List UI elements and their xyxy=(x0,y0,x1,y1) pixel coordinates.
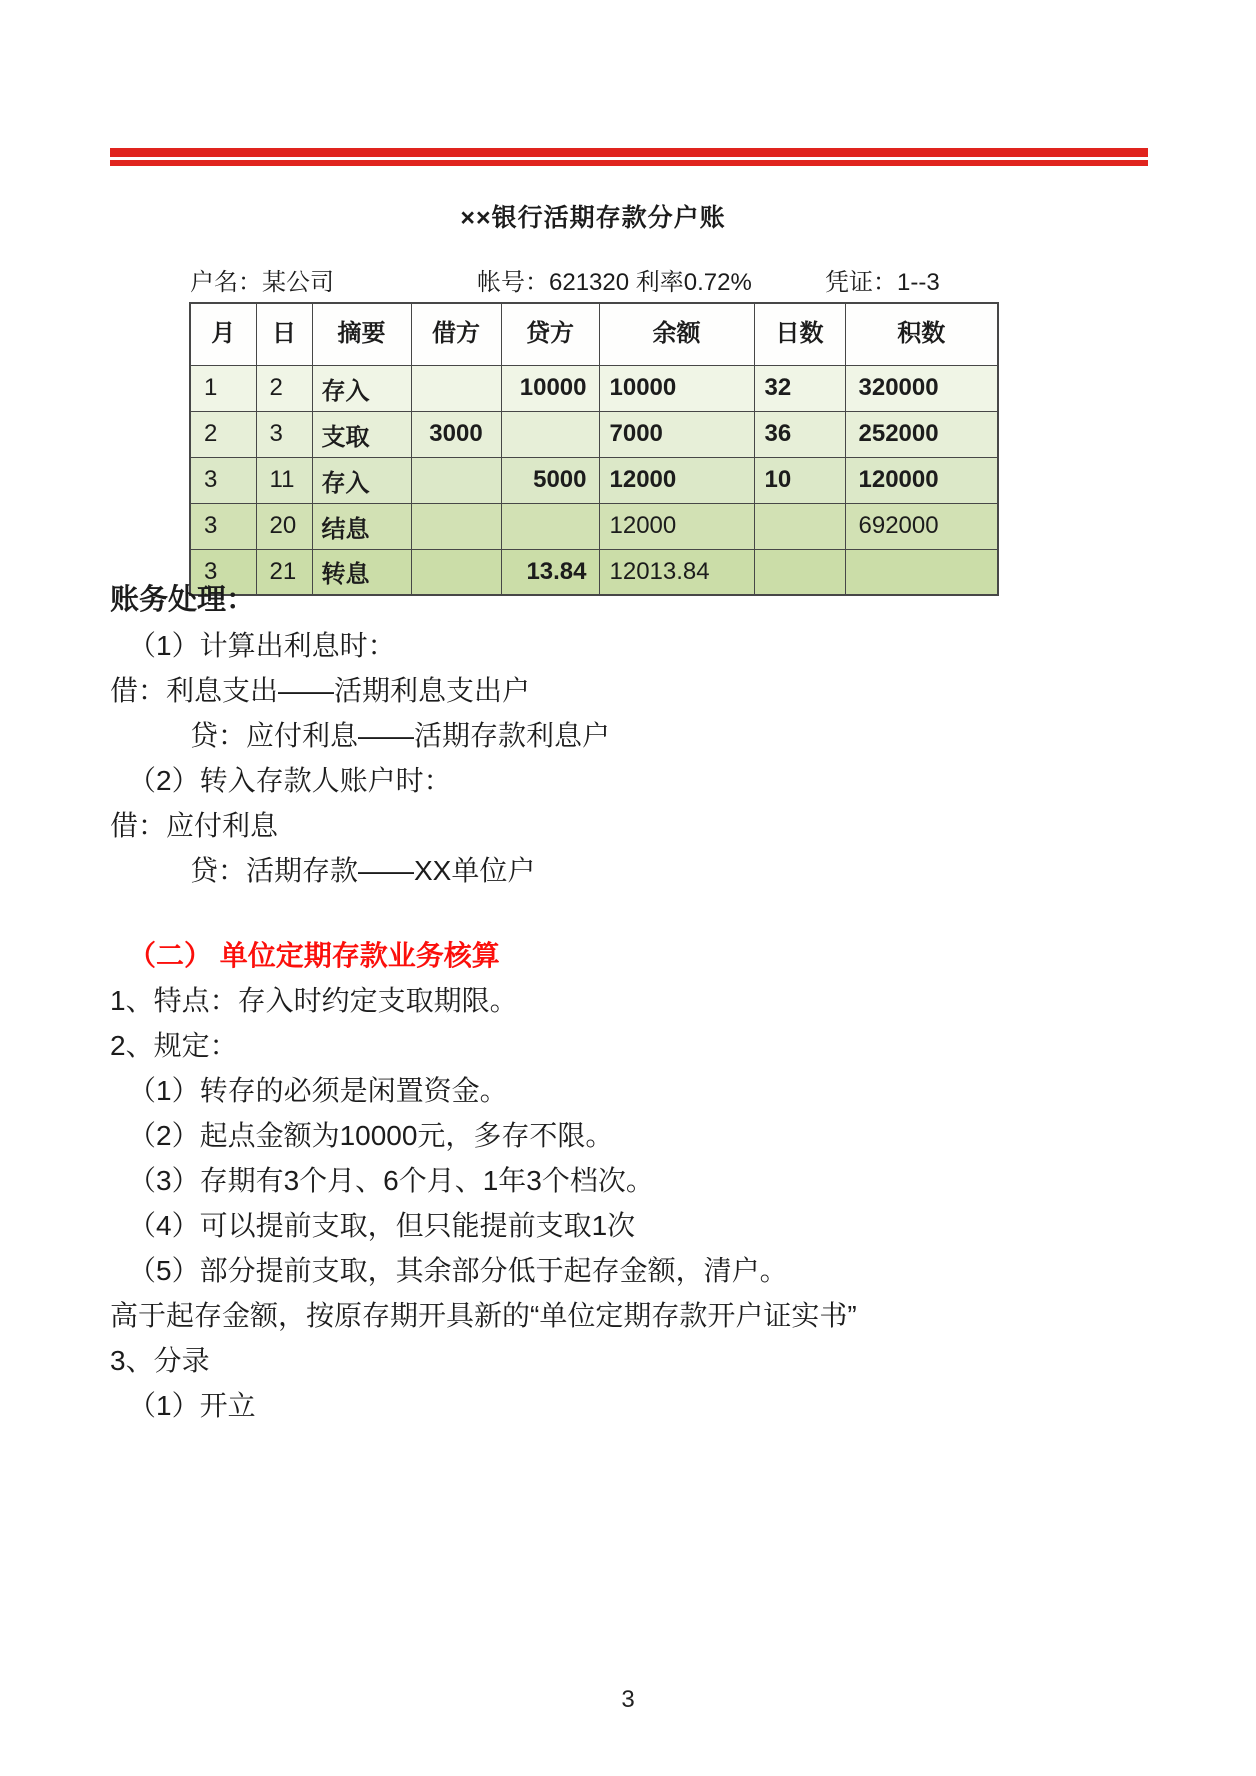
text-line: 贷：应付利息——活期存款利息户 xyxy=(190,720,611,751)
table-cell xyxy=(501,411,599,457)
table-cell: 36 xyxy=(754,411,845,457)
table-cell: 2 xyxy=(190,411,256,457)
table-cell xyxy=(411,503,501,549)
table-cell: 2 xyxy=(256,365,312,411)
column-header: 摘要 xyxy=(312,303,411,365)
account-name-label: 户名：某公司 xyxy=(190,269,334,296)
text-line: 2、规定： xyxy=(110,1030,238,1061)
table-cell: 1 xyxy=(190,365,256,411)
table-cell: 存入 xyxy=(312,457,411,503)
top-red-divider xyxy=(110,148,1148,166)
text-line: 1、特点：存入时约定支取期限。 xyxy=(110,985,518,1016)
column-header: 贷方 xyxy=(501,303,599,365)
deposit-ledger-table xyxy=(189,302,999,596)
red-divider-bar-top xyxy=(110,148,1148,157)
table-cell: 3 xyxy=(190,457,256,503)
red-divider-bar-bottom xyxy=(110,160,1148,166)
table-row xyxy=(190,457,998,503)
notes-section xyxy=(110,578,1130,1428)
column-header: 借方 xyxy=(411,303,501,365)
text-line: （2）起点金额为10000元，多存不限。 xyxy=(128,1120,614,1151)
table-cell: 转息 xyxy=(312,549,411,595)
table-cell: 120000 xyxy=(845,457,998,503)
table-cell: 3 xyxy=(190,549,256,595)
table-cell: 3000 xyxy=(411,411,501,457)
text-line xyxy=(110,893,1130,933)
text-line: 借：利息支出——活期利息支出户 xyxy=(110,675,531,706)
table-cell: 12000 xyxy=(599,503,754,549)
column-header: 日 xyxy=(256,303,312,365)
table-cell: 21 xyxy=(256,549,312,595)
table-cell: 10 xyxy=(754,457,845,503)
table-cell xyxy=(411,457,501,503)
table-cell: 3 xyxy=(256,411,312,457)
table-cell: 32 xyxy=(754,365,845,411)
table-cell: 20 xyxy=(256,503,312,549)
voucher-label: 凭证：1--3 xyxy=(825,269,940,296)
text-line: （5）部分提前支取，其余部分低于起存金额，清户。 xyxy=(128,1255,788,1286)
text-line: 3、分录 xyxy=(110,1345,210,1376)
ledger-info-line xyxy=(0,262,1256,294)
table-cell: 10000 xyxy=(599,365,754,411)
text-line: （1）转存的必须是闲置资金。 xyxy=(128,1075,508,1106)
section-heading: （二） 单位定期存款业务核算 xyxy=(128,940,500,971)
column-header: 余额 xyxy=(599,303,754,365)
account-number-label: 帐号：621320 利率0.72% xyxy=(477,269,752,296)
text-line: （1）开立 xyxy=(128,1390,256,1421)
page-number: 3 xyxy=(621,1686,635,1713)
text-line: （4）可以提前支取，但只能提前支取1次 xyxy=(128,1210,636,1241)
text-line: 贷：活期存款——XX单位户 xyxy=(190,855,536,886)
table-row xyxy=(190,365,998,411)
table-cell: 11 xyxy=(256,457,312,503)
table-cell: 252000 xyxy=(845,411,998,457)
table-cell: 7000 xyxy=(599,411,754,457)
text-line: （1）计算出利息时： xyxy=(128,630,396,661)
table-cell: 692000 xyxy=(845,503,998,549)
table-cell: 12013.84 xyxy=(599,549,754,595)
column-header: 日数 xyxy=(754,303,845,365)
table-cell xyxy=(411,365,501,411)
table-row xyxy=(190,503,998,549)
table-cell xyxy=(754,503,845,549)
table-cell: 存入 xyxy=(312,365,411,411)
text-line: 借：应付利息 xyxy=(110,810,279,841)
text-line: 高于起存金额，按原存期开具新的“单位定期存款开户证实书” xyxy=(110,1300,857,1331)
table-row xyxy=(190,411,998,457)
text-line: （3）存期有3个月、6个月、1年3个档次。 xyxy=(128,1165,654,1196)
column-header: 月 xyxy=(190,303,256,365)
table-cell: 支取 xyxy=(312,411,411,457)
column-header: 积数 xyxy=(845,303,998,365)
table-cell: 320000 xyxy=(845,365,998,411)
table-cell: 12000 xyxy=(599,457,754,503)
table-cell: 13.84 xyxy=(501,549,599,595)
text-line: （2）转入存款人账户时： xyxy=(128,765,452,796)
ledger-title: ××银行活期存款分户账 xyxy=(460,204,726,232)
table-header-row xyxy=(190,303,998,365)
table-cell xyxy=(501,503,599,549)
table-cell: 10000 xyxy=(501,365,599,411)
table-cell: 结息 xyxy=(312,503,411,549)
table-cell: 5000 xyxy=(501,457,599,503)
notes-heading: 账务处理： xyxy=(110,584,256,616)
table-cell: 3 xyxy=(190,503,256,549)
